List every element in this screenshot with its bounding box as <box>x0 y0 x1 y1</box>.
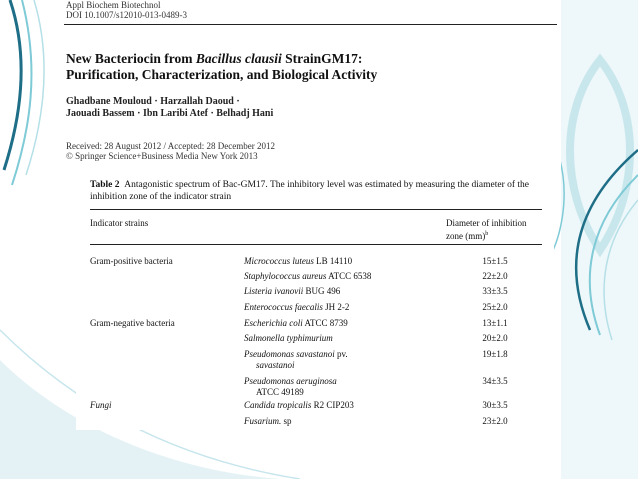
received-accepted: Received: 28 August 2012 / Accepted: 28 December 2012 <box>66 141 275 151</box>
strain-code: JH 2-2 <box>322 302 350 312</box>
strain-code: pv. <box>334 349 348 359</box>
right-panel <box>561 0 638 479</box>
strain-species: Pseudomonas aeruginosa <box>244 376 337 386</box>
strain-species: Candida tropicalis <box>244 400 312 410</box>
header-diameter <box>446 218 526 242</box>
inhibition-value: 30±3.5 <box>482 400 508 410</box>
strain-species: Staphylococcus aureus <box>244 271 327 281</box>
caption-label: Table 2 <box>90 180 120 190</box>
group-label: Fungi <box>90 400 112 410</box>
table-caption <box>90 179 546 203</box>
inhibition-value: 23±2.0 <box>482 416 508 426</box>
inhibition-value: 22±2.0 <box>482 271 508 281</box>
strain-code: R2 CIP203 <box>311 400 354 410</box>
strain-name <box>244 256 352 267</box>
header-diameter-line1: Diameter of inhibition <box>446 218 527 228</box>
strain-species: Pseudomonas savastanoi <box>244 349 335 359</box>
strain-code: LB 14110 <box>313 256 353 266</box>
title-line1-rest: StrainGM17: <box>281 51 363 66</box>
inhibition-value: 15±1.5 <box>482 256 508 266</box>
header-indicator-strains: Indicator strains <box>90 218 149 228</box>
strain-code: ATCC 6538 <box>326 271 372 281</box>
paper-title <box>66 51 556 83</box>
group-label: Gram-negative bacteria <box>90 318 175 328</box>
strain-name <box>244 416 292 427</box>
inhibition-value: 34±3.5 <box>482 376 508 386</box>
title-species: Bacillus clausii <box>195 51 282 66</box>
strain-name <box>244 271 371 282</box>
header-rule <box>64 24 557 25</box>
strain-species: Enterococcus faecalis <box>244 302 323 312</box>
strain-code: sp <box>281 416 292 426</box>
header-footnote-mark: b <box>485 231 489 237</box>
title-prefix: New Bacteriocin from <box>66 51 196 66</box>
paper-title-line2: Purification, Characterization, and Biological Activity <box>66 67 378 82</box>
strain-name <box>244 376 337 398</box>
strain-species: Fusarium. <box>244 416 282 426</box>
caption-text: Antagonistic spectrum of Bac-GM17. The inhibitory level was estimated by measuring the diameter of the inhibition zone of the indicator strain <box>90 180 530 202</box>
table-panel <box>76 174 554 430</box>
strain-name <box>244 400 354 411</box>
strain-name <box>244 333 333 344</box>
doi: DOI 10.1007/s12010-013-0489-3 <box>66 10 187 20</box>
strain-species: Listeria ivanovii <box>244 286 304 296</box>
paper-header-panel <box>60 0 561 168</box>
journal-info <box>66 0 187 20</box>
copyright: © Springer Science+Business Media New York 2013 <box>66 151 258 161</box>
authors-line1: Ghadbane Mouloud · Harzallah Daoud · <box>66 96 240 107</box>
authors <box>66 96 556 120</box>
strain-species: Micrococcus luteus <box>244 256 314 266</box>
authors-line2: Jaouadi Bassem · Ibn Laribi Atef · Belhadj Hani <box>66 108 274 119</box>
inhibition-value: 19±1.8 <box>482 349 508 359</box>
dates <box>66 141 556 161</box>
strain-line2: ATCC 49189 <box>256 387 304 397</box>
strain-species: Escherichia coli <box>244 318 303 328</box>
strain-code: BUG 496 <box>303 286 341 296</box>
strain-species: Salmonella typhimurium <box>244 333 333 343</box>
group-label: Gram-positive bacteria <box>90 256 173 266</box>
strain-line2: savastanoi <box>256 360 295 370</box>
inhibition-value: 33±3.5 <box>482 286 508 296</box>
strain-name <box>244 349 348 371</box>
header-diameter-line2 <box>446 229 526 242</box>
header-diameter-unit: zone (mm) <box>446 231 486 241</box>
strain-code: ATCC 8739 <box>302 318 348 328</box>
paper-title-line1 <box>66 51 556 67</box>
journal-name: Appl Biochem Biotechnol <box>66 0 161 10</box>
table-top-rule <box>90 209 542 210</box>
strain-name <box>244 318 348 329</box>
inhibition-value: 13±1.1 <box>482 318 508 328</box>
inhibition-value: 25±2.0 <box>482 302 508 312</box>
strain-name <box>244 286 340 297</box>
inhibition-value: 20±2.0 <box>482 333 508 343</box>
header-bottom-rule <box>90 244 542 245</box>
strain-name <box>244 302 349 313</box>
